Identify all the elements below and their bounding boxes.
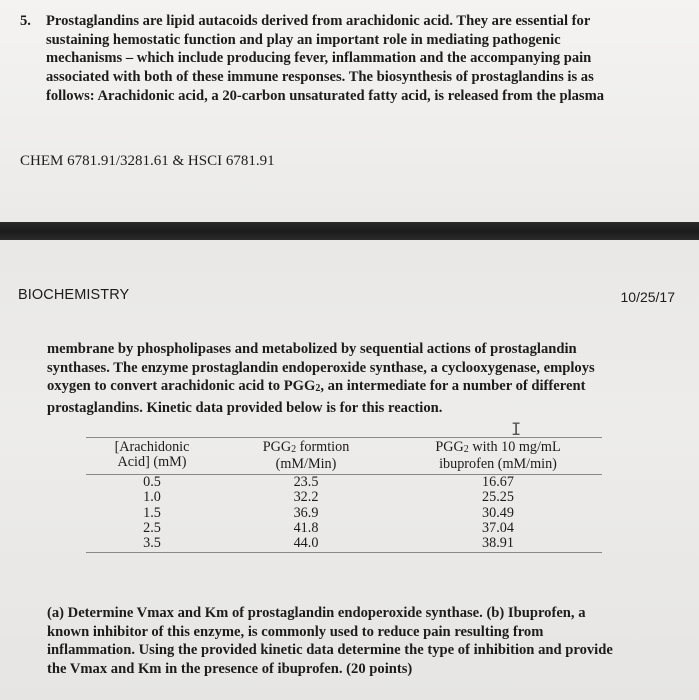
- paragraph-line: inflammation. Using the provided kinetic data determine the type of inhibition and provide: [47, 642, 613, 659]
- line-text: oxygen to convert arachidonic acid to PGG: [47, 378, 316, 395]
- cell-rate-inhibited: 30.49: [482, 504, 514, 521]
- header-pgg2-ibuprofen: $PGG_2$ with 10 mg/mL ibuprofen (mM/min): [435, 439, 561, 473]
- header-pgg2-formation: $PGG_2$ formtion (mM/Min): [262, 439, 350, 473]
- cell-substrate: 0.5: [143, 473, 161, 490]
- cell-rate: 36.9: [293, 504, 319, 521]
- paragraph-line: [47, 377, 667, 399]
- kinetic-data-table: [86, 437, 602, 553]
- question-intro: [20, 12, 660, 106]
- course-footer: CHEM 6781.91/3281.61 & HSCI 6781.91: [20, 153, 275, 169]
- cell-rate: 32.2: [293, 489, 319, 506]
- cell-rate: 23.5: [293, 473, 319, 490]
- cell-substrate: 3.5: [143, 535, 161, 552]
- question-line: associated with both of these immune responses. The biosynthesis of prostaglandins is as: [46, 69, 594, 86]
- question-line: sustaining hemostatic function and play an important role in mediating pathogenic: [46, 31, 561, 48]
- question-line: Prostaglandins are lipid autacoids derived from arachidonic acid. They are essential for: [46, 13, 591, 29]
- paragraph-line: membrane by phospholipases and metabolized by sequential actions of prostaglandin: [47, 341, 577, 357]
- task-paragraph: [47, 604, 667, 678]
- paragraph-line: synthases. The enzyme prostaglandin endoperoxide synthase, a cyclooxygenase, employs: [47, 359, 595, 376]
- paragraph-line: prostaglandins. Kinetic data provided below is for this reaction.: [47, 399, 443, 416]
- table-header-row: [86, 438, 602, 475]
- page-top: [0, 0, 699, 222]
- paragraph-line: known inhibitor of this enzyme, is commonly used to reduce pain resulting from: [47, 623, 544, 640]
- header-subject: BIOCHEMISTRY: [18, 287, 130, 303]
- cell-rate-inhibited: 38.91: [482, 535, 514, 552]
- question-line: mechanisms – which include producing fever, inflammation and the accompanying pain: [46, 50, 592, 67]
- header-date: 10/25/17: [620, 289, 675, 305]
- cell-substrate: 2.5: [143, 520, 161, 537]
- paragraph-line: (a) Determine Vmax and Km of prostaglandin endoperoxide synthase. (b) Ibuprofen, a: [47, 605, 586, 621]
- table-row: [86, 521, 602, 536]
- table-row: [86, 506, 602, 521]
- cell-rate: 41.8: [293, 520, 319, 537]
- paragraph-line: the Vmax and Km in the presence of ibuprofen. (20 points): [47, 660, 413, 677]
- text-cursor-icon: I: [511, 420, 522, 440]
- table-row: [86, 536, 602, 552]
- cell-rate-inhibited: 16.67: [482, 473, 514, 490]
- continuation-paragraph: [47, 340, 667, 417]
- cell-substrate: 1.5: [143, 504, 161, 521]
- line-text: , an intermediate for a number of different: [320, 378, 586, 395]
- question-text: [46, 12, 660, 106]
- cell-rate: 44.0: [293, 535, 319, 552]
- question-number: 5.: [20, 13, 31, 29]
- question-line: follows: Arachidonic acid, a 20-carbon unsaturated fatty acid, is released from the plasma: [46, 87, 605, 104]
- table-row: [86, 490, 602, 505]
- cell-substrate: 1.0: [143, 489, 161, 506]
- page-divider: [0, 222, 699, 240]
- subscript: 2: [315, 383, 321, 395]
- header-substrate: [Arachidonic Acid] (mM): [114, 439, 190, 471]
- cell-rate-inhibited: 37.04: [482, 520, 514, 537]
- cell-rate-inhibited: 25.25: [482, 489, 514, 506]
- table-row: [86, 474, 602, 490]
